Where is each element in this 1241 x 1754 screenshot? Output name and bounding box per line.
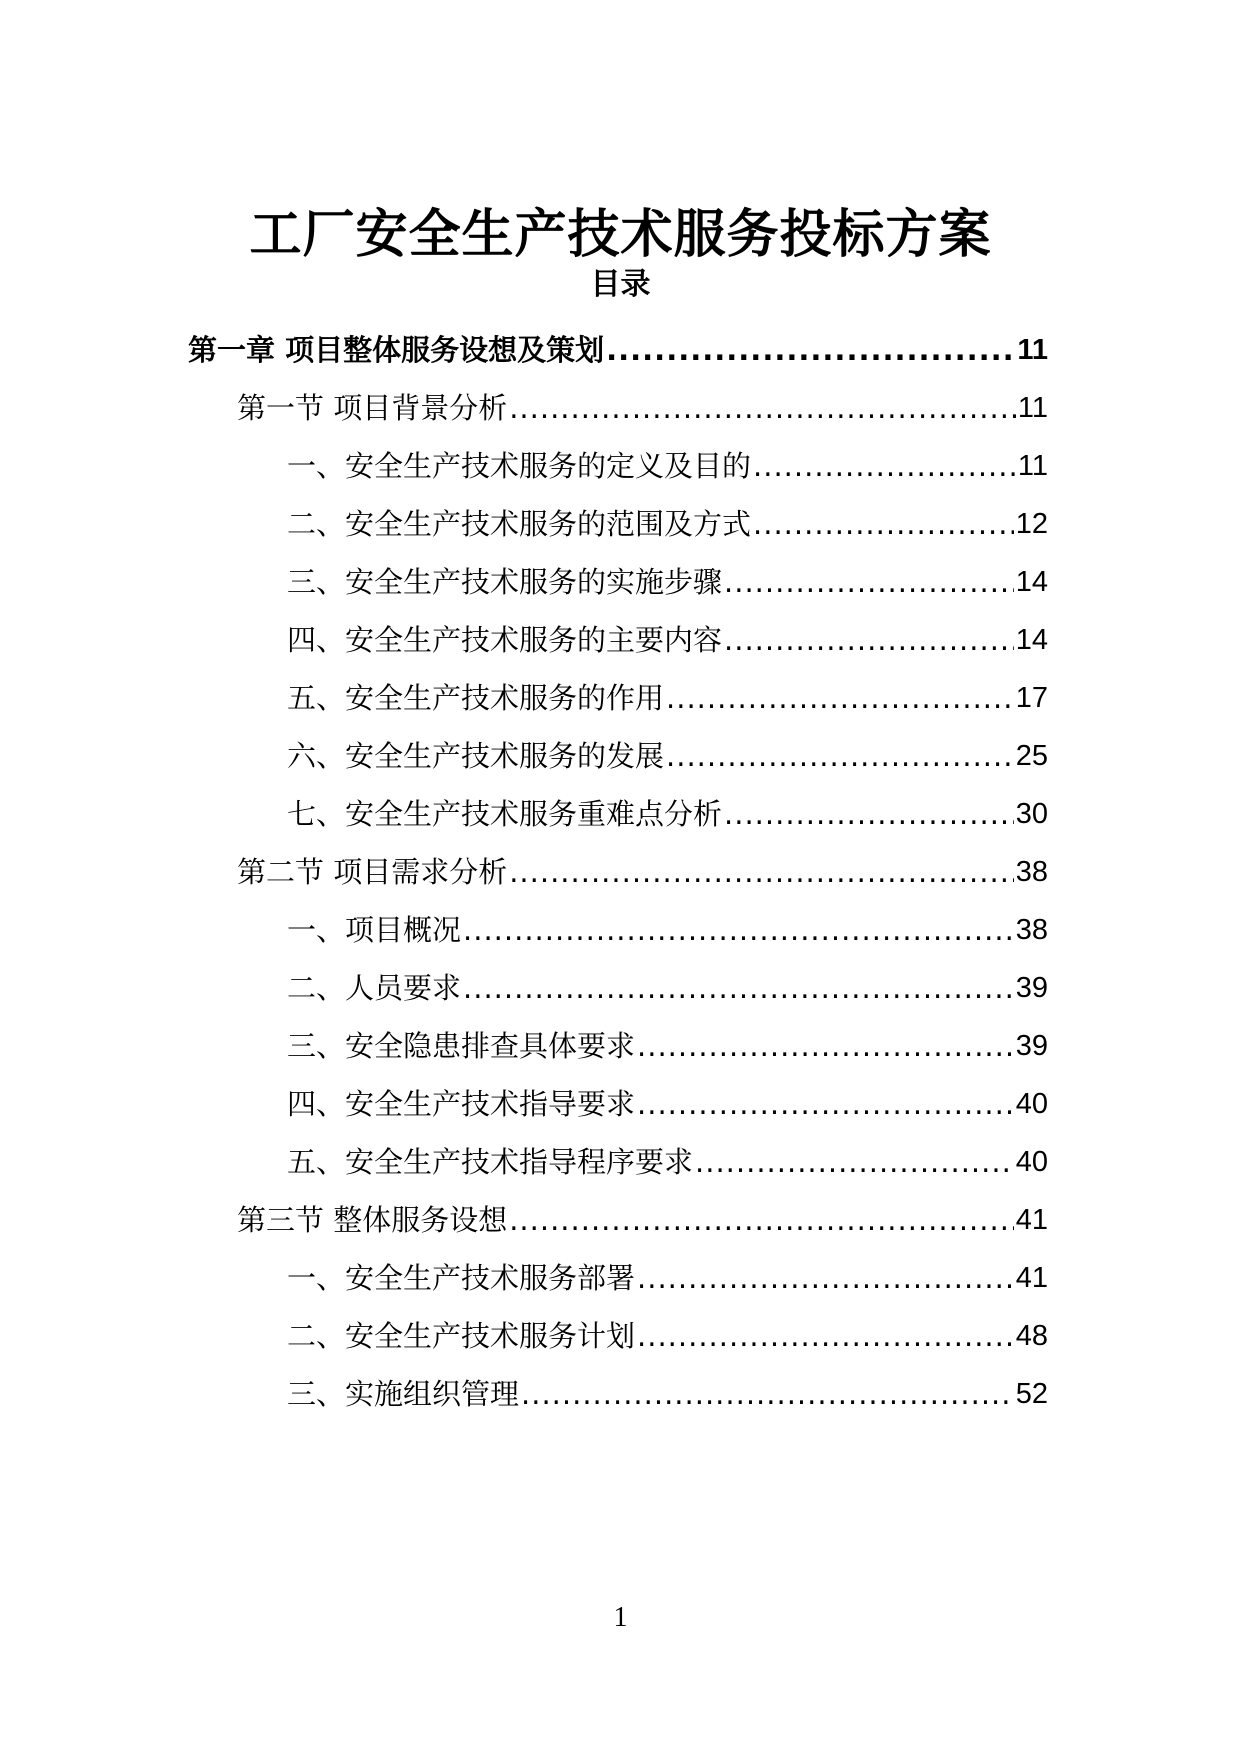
toc-entry-title: 五、安全生产技术指导程序要求 <box>287 1145 694 1179</box>
toc-entry-title: 第三节 整体服务设想 <box>237 1203 508 1237</box>
toc-entry-page: 40 <box>1015 1088 1048 1120</box>
toc-entry-title: 一、安全生产技术服务的定义及目的 <box>287 449 752 483</box>
toc-entry-title: 二、人员要求 <box>287 971 462 1005</box>
toc-entry-page: 25 <box>1015 740 1048 772</box>
toc-entry-page: 38 <box>1015 856 1048 888</box>
toc-dot-leader <box>724 620 1014 660</box>
toc-entry[interactable] <box>287 794 1048 834</box>
toc-dot-leader <box>509 1200 1014 1240</box>
toc-entry-page: 11 <box>1017 334 1048 366</box>
toc-entry[interactable] <box>287 910 1048 950</box>
toc-entry-page: 40 <box>1015 1146 1048 1178</box>
toc-entry-title: 四、安全生产技术服务的主要内容 <box>287 623 723 657</box>
toc-entry-title: 五、安全生产技术服务的作用 <box>287 681 665 715</box>
toc-entry[interactable] <box>287 1026 1048 1066</box>
toc-dot-leader <box>666 736 1014 776</box>
toc-entry[interactable] <box>287 736 1048 776</box>
toc-dot-leader <box>753 504 1014 544</box>
toc-entry-title: 四、安全生产技术指导要求 <box>287 1087 636 1121</box>
toc-entry[interactable] <box>237 388 1048 428</box>
toc-entry-page: 39 <box>1015 972 1048 1004</box>
toc-entry-page: 39 <box>1015 1030 1048 1062</box>
toc-entry[interactable] <box>287 620 1048 660</box>
toc-entry-title: 三、实施组织管理 <box>287 1377 520 1411</box>
toc-entry[interactable] <box>287 446 1048 486</box>
toc-dot-leader <box>724 562 1014 602</box>
toc-entry[interactable] <box>287 1084 1048 1124</box>
toc-dot-leader <box>637 1026 1014 1066</box>
toc-dot-leader <box>463 910 1014 950</box>
toc-dot-leader <box>695 1142 1014 1182</box>
document-title: 工厂安全生产技术服务投标方案 <box>249 204 992 265</box>
toc-entry-title: 二、安全生产技术服务的范围及方式 <box>287 507 752 541</box>
toc-dot-leader <box>753 446 1016 486</box>
toc-entry[interactable] <box>237 852 1048 892</box>
toc-entry-title: 一、安全生产技术服务部署 <box>287 1261 636 1295</box>
toc-entry[interactable] <box>287 1374 1048 1414</box>
toc-entry[interactable] <box>188 330 1048 370</box>
toc-entry-page: 11 <box>1017 392 1048 424</box>
toc-entry[interactable] <box>287 1258 1048 1298</box>
toc-entry[interactable] <box>287 562 1048 602</box>
toc-entry-page: 52 <box>1015 1378 1048 1410</box>
toc-entry-title: 一、项目概况 <box>287 913 462 947</box>
toc-dot-leader <box>606 330 1015 370</box>
toc-entry-page: 11 <box>1017 450 1048 482</box>
toc-entry-page: 30 <box>1015 798 1048 830</box>
toc-entry-title: 六、安全生产技术服务的发展 <box>287 739 665 773</box>
toc-entry-title: 第一章 项目整体服务设想及策划 <box>188 333 605 367</box>
toc-dot-leader <box>666 678 1014 718</box>
toc-entry[interactable] <box>287 1142 1048 1182</box>
toc-heading: 目录 <box>590 267 651 302</box>
page-number: 1 <box>613 1602 628 1633</box>
toc-entry[interactable] <box>287 1316 1048 1356</box>
toc-entry-title: 第二节 项目需求分析 <box>237 855 508 889</box>
toc-entry[interactable] <box>287 678 1048 718</box>
toc-entry-title: 第一节 项目背景分析 <box>237 391 508 425</box>
toc-entry[interactable] <box>287 504 1048 544</box>
toc-entry-page: 14 <box>1015 624 1048 656</box>
toc-entry-page: 41 <box>1015 1204 1048 1236</box>
toc-entry-page: 48 <box>1015 1320 1048 1352</box>
toc-entry-page: 17 <box>1015 682 1048 714</box>
toc-dot-leader <box>637 1084 1014 1124</box>
toc-entry-page: 41 <box>1015 1262 1048 1294</box>
toc-entry-page: 14 <box>1015 566 1048 598</box>
toc-entry-title: 三、安全隐患排查具体要求 <box>287 1029 636 1063</box>
toc-entry[interactable] <box>287 968 1048 1008</box>
toc-entry-page: 38 <box>1015 914 1048 946</box>
toc-dot-leader <box>637 1258 1014 1298</box>
toc-entry-title: 二、安全生产技术服务计划 <box>287 1319 636 1353</box>
toc-entry-title: 三、安全生产技术服务的实施步骤 <box>287 565 723 599</box>
toc-entry-page: 12 <box>1015 508 1048 540</box>
toc-dot-leader <box>509 388 1016 428</box>
toc-dot-leader <box>521 1374 1014 1414</box>
toc-entry[interactable] <box>237 1200 1048 1240</box>
toc-dot-leader <box>724 794 1014 834</box>
toc-entry-title: 七、安全生产技术服务重难点分析 <box>287 797 723 831</box>
toc-dot-leader <box>509 852 1014 892</box>
toc-dot-leader <box>637 1316 1014 1356</box>
toc-dot-leader <box>463 968 1014 1008</box>
